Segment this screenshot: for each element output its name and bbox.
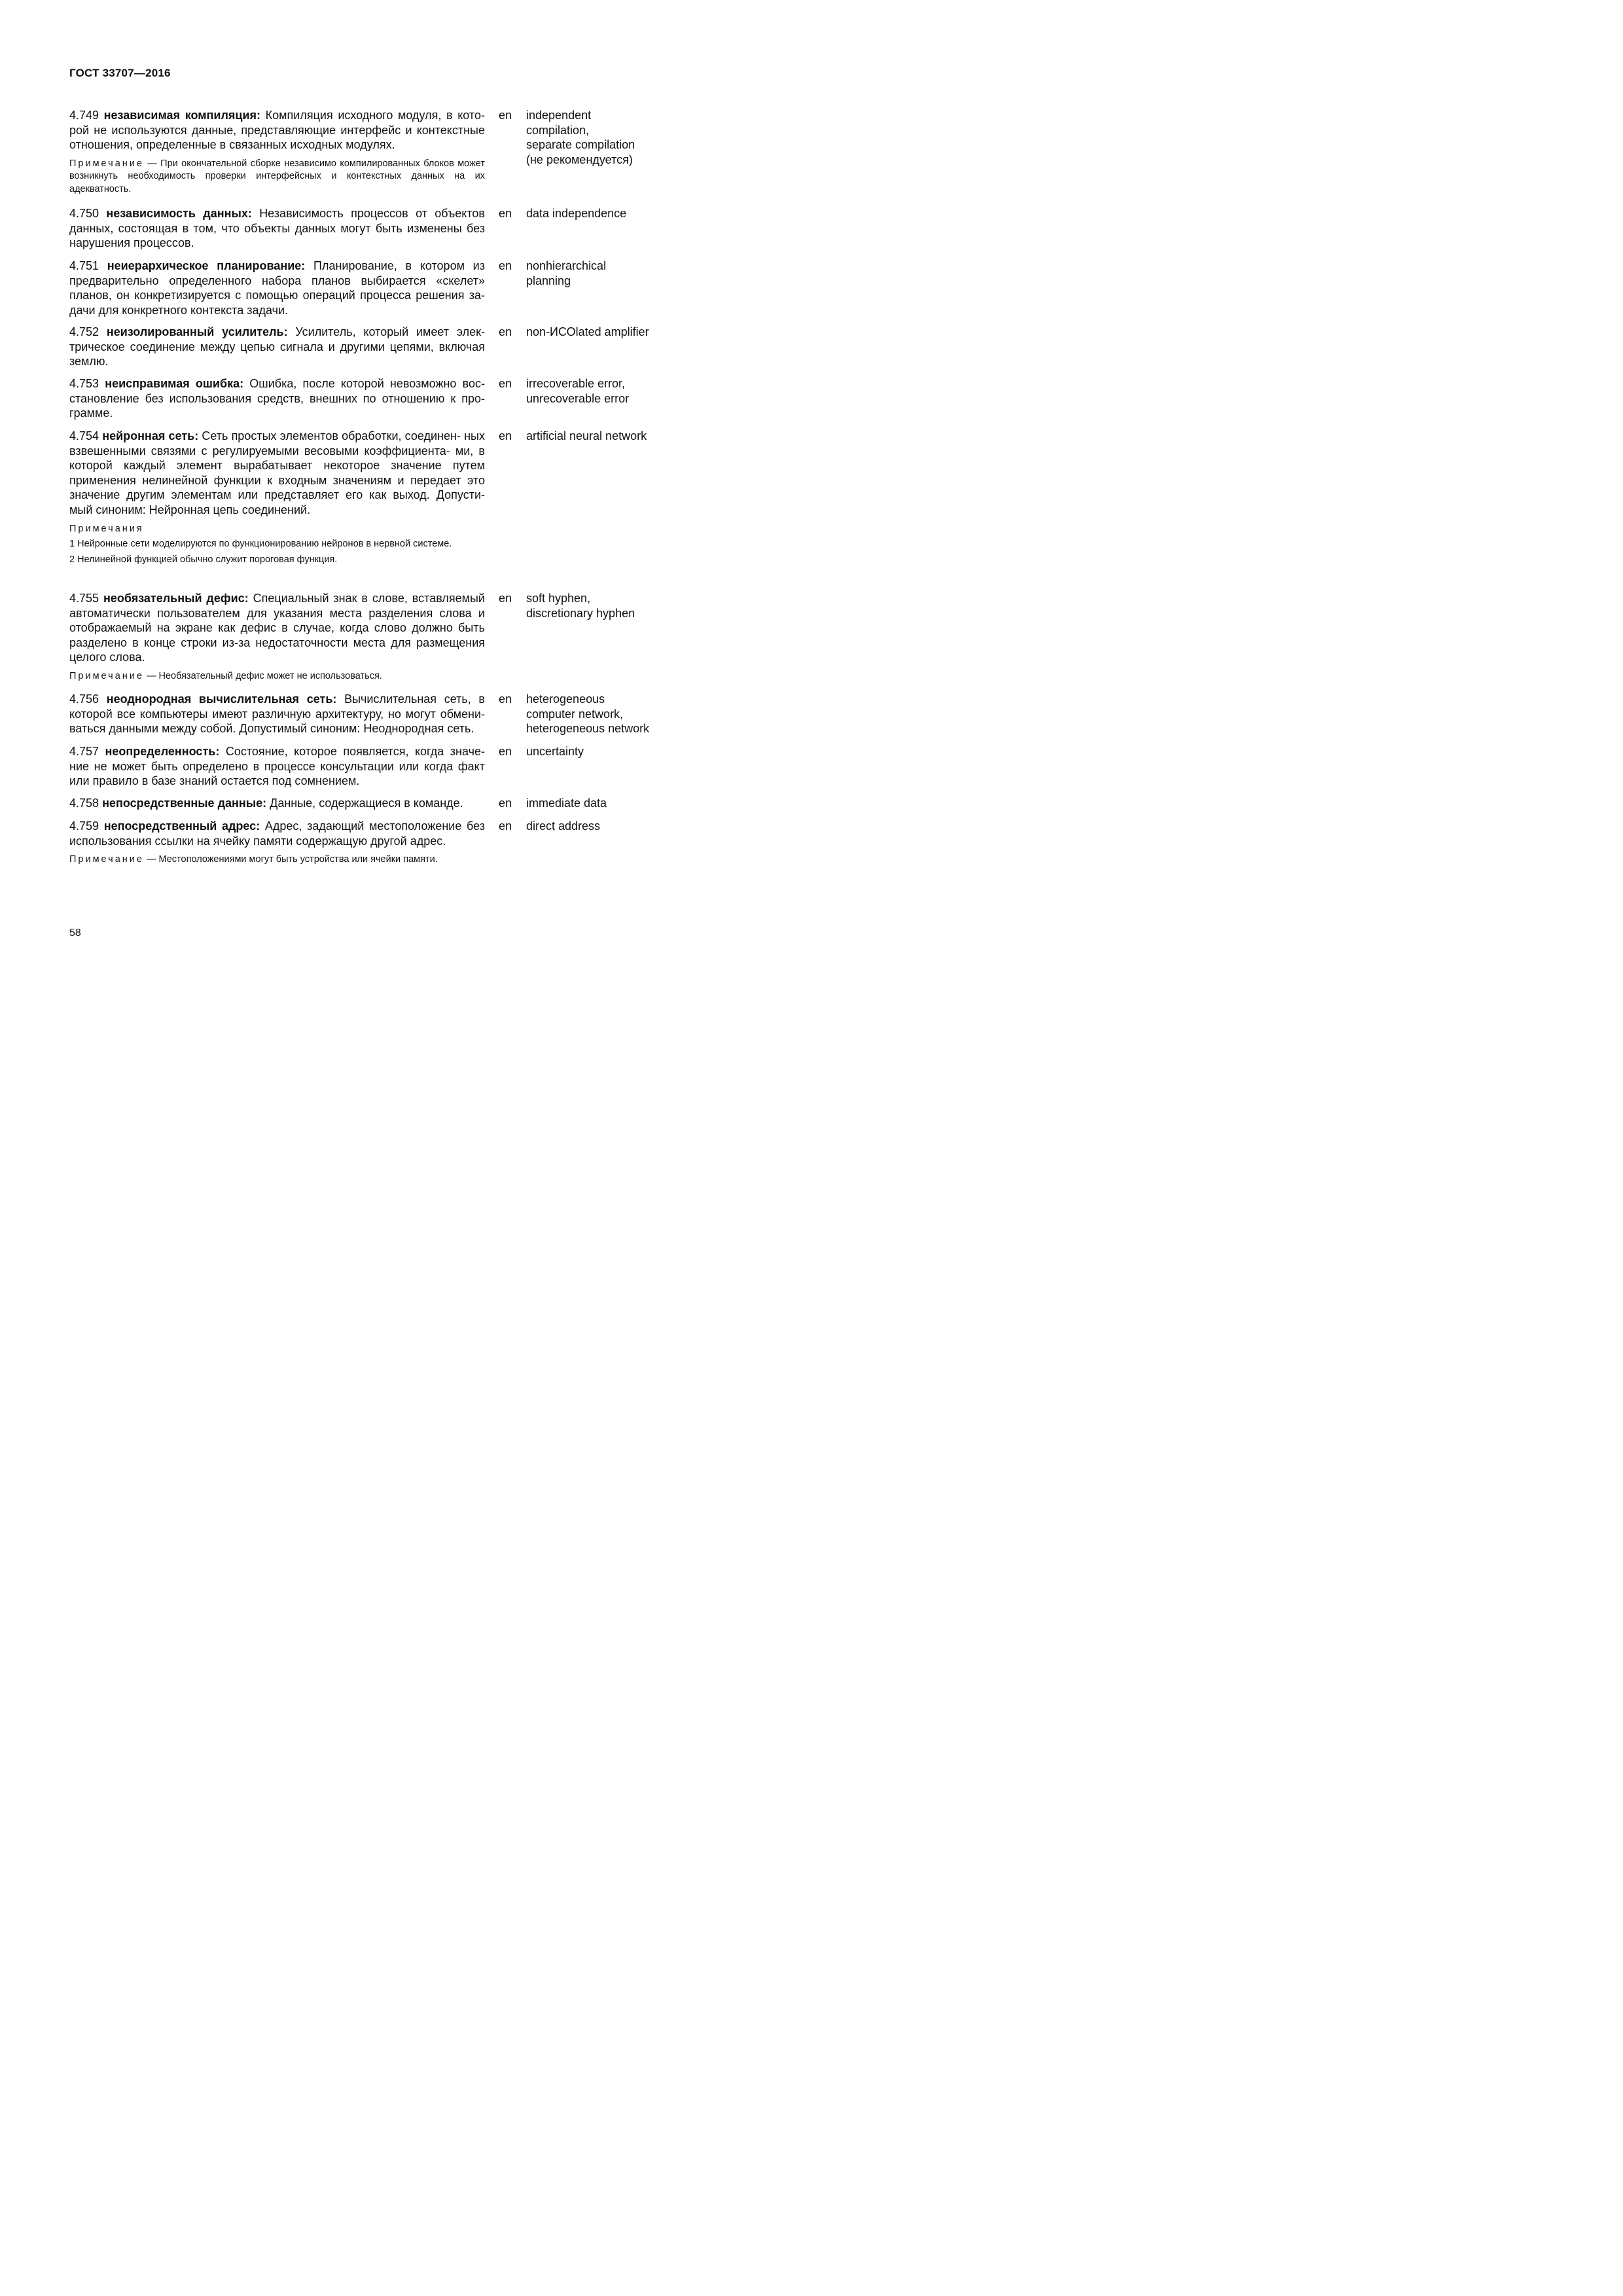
definition-paragraph [69,429,485,518]
term-number: 4.754 [69,429,99,442]
term-name: неисправимая ошибка: [105,377,244,390]
english-term-line: heterogeneous network [526,722,650,736]
definition-text: Вычислительная сеть, в которой все компьютеры имеют различную архитектуру, но могут обмени- ваться данными между собой. Допустимый синоним: Неоднородная сеть. [69,692,485,736]
english-equivalent [526,206,716,221]
term-name: неиерархическое планирование: [107,259,306,272]
note-label: Примечание [69,670,144,681]
term-number: 4.751 [69,259,99,272]
term-number: 4.758 [69,797,99,810]
english-equivalent [526,819,716,834]
language-code: en [499,109,512,122]
definition-text: Усилитель, который имеет элек- трическое соединение между цепью сигнала и другими цепями, включая землю. [69,325,485,368]
term-note [69,523,485,536]
term-name: независимая компиляция: [103,109,261,122]
note-label: Примечание [69,854,144,865]
english-equivalent [526,744,716,759]
term-number: 4.752 [69,325,99,338]
definition-text: Ошибка, после которой невозможно вос- становление без использования средств, внешних по отношению к про- грамме. [69,377,485,420]
term-name: необязательный дефис: [103,592,249,605]
definition-paragraph [69,744,485,789]
term-definition [69,429,485,566]
english-term-line: irrecoverable error, [526,377,626,390]
english-term-line: (не рекомендуется) [526,152,633,166]
english-equivalent [526,591,716,620]
term-note [69,670,485,683]
language-code: en [499,819,512,833]
definition-paragraph [69,819,485,848]
language-code: en [499,797,512,810]
term-note [69,538,485,551]
english-term-line: soft hyphen, [526,592,591,605]
definition-text: Независимость процессов от объектов данных, состоящая в том, что объекты данных могут быть изменены без нарушения процессов. [69,207,485,250]
term-name: непосредственные данные: [102,797,267,810]
language-code: en [499,592,512,605]
term-definition [69,206,485,251]
definition-paragraph [69,591,485,665]
definition-text: Компиляция исходного модуля, в кото- рой не используются данные, представляющие интерфейс и контекстные отношения, определенные в связанных исходных модулях. [69,109,485,152]
note-label: Примечание [69,158,144,169]
language-code: en [499,207,512,220]
english-term-line: discretionary hyphen [526,606,635,620]
definition-paragraph [69,325,485,369]
definition-text: Состояние, которое появляется, когда значе- ние не может быть определено в процессе консультации или когда факт или правило в базе знаний остается под сомнением. [69,745,485,788]
definition-text: Адрес, задающий местоположение без использования ссылки на ячейку памяти содержащую другой адрес. [69,819,485,848]
english-term-line: unrecoverable error [526,391,630,405]
definition-paragraph [69,259,485,317]
language-code: en [499,259,512,272]
term-definition [69,692,485,736]
term-definition [69,796,485,811]
term-definition [69,744,485,789]
english-term-line: separate compilation [526,138,635,152]
language-code: en [499,429,512,442]
term-number: 4.759 [69,819,99,833]
definition-text: Данные, содержащиеся в команде. [270,797,463,810]
note-label: Примечания [69,523,144,534]
english-term-line: independent [526,109,592,122]
note-text: — Местоположениями могут быть устройства или ячейки памяти. [143,854,438,865]
note-text: 1 Нейронные сети моделируются по функционированию нейронов в нервной системе. [69,539,452,550]
term-definition [69,259,485,317]
term-definition [69,108,485,196]
language-code: en [499,692,512,706]
term-note [69,554,485,567]
note-text: 2 Нелинейной функцией обычно служит пороговая функция. [69,554,338,565]
term-number: 4.749 [69,109,99,122]
definition-paragraph [69,692,485,736]
term-number: 4.757 [69,745,99,758]
term-name: неоднородная вычислительная сеть: [106,692,337,706]
english-equivalent [526,325,716,340]
term-name: неопределенность: [105,745,220,758]
language-code: en [499,745,512,758]
definition-paragraph [69,376,485,421]
english-equivalent [526,796,716,811]
english-term-line: planning [526,274,571,287]
language-code: en [499,377,512,390]
term-definition [69,376,485,421]
language-code: en [499,325,512,338]
english-term-line: computer network, [526,707,624,721]
term-note [69,853,485,867]
note-text: — Необязательный дефис может не использоваться. [143,670,382,681]
page-number: 58 [69,927,81,939]
definition-paragraph [69,206,485,251]
term-number: 4.755 [69,592,99,605]
note-text: — При окончательной сборке независимо компилированных блоков может возникнуть необходимость проверки интерфейсных и контекстных данных на их адекватность. [69,158,485,194]
english-term-line: data independence [526,207,627,220]
term-definition [69,591,485,683]
english-equivalent [526,108,716,167]
english-equivalent [526,429,716,444]
term-number: 4.756 [69,692,99,706]
english-term-line: nonhierarchical [526,259,607,272]
english-term-line: non-ИСОlated amplifier [526,325,649,338]
english-term-line: heterogeneous [526,692,605,706]
term-note [69,158,485,196]
definition-paragraph [69,796,485,811]
definition-paragraph [69,108,485,152]
english-term-line: direct address [526,819,601,833]
term-name: независимость данных: [106,207,252,220]
english-term-line: artificial neural network [526,429,647,442]
term-name: непосредственный адрес: [103,819,260,833]
english-equivalent [526,376,716,406]
english-equivalent [526,259,716,288]
definition-text: Специальный знак в слове, вставляемый автоматически пользователем для указания места разделения слова и отображаемый на экране как дефис в случае, когда слово должно быть разделено в конце строки из-за недостаточности места для размещения целого слова. [69,592,485,664]
term-definition [69,819,485,867]
english-equivalent [526,692,716,736]
term-name: нейронная сеть: [102,429,199,442]
english-term-line: immediate data [526,797,607,810]
term-definition [69,325,485,369]
term-name: неизолированный усилитель: [106,325,288,338]
english-term-line: uncertainty [526,745,584,758]
definition-text: Сеть простых элементов обработки, соединен- ных взвешенными связями с регулируемыми весовыми коэффициента- ми, в которой каждый элемент вырабатывает некоторое значение путем применения нелинейной функции к входным значениям и передает это значение другим элементам или представляет его как выход. Допусти- мый синоним: Нейронная цепь соединений. [69,429,485,516]
term-number: 4.750 [69,207,99,220]
english-term-line: compilation, [526,123,590,137]
definition-text: Планирование, в котором из предварительно определенного набора планов выбирается «скелет» планов, он конкретизируется с помощью операций процесса решения за- дачи для конкретного контекста задачи. [69,259,485,317]
document-header: ГОСТ 33707—2016 [69,67,171,79]
term-number: 4.753 [69,377,99,390]
